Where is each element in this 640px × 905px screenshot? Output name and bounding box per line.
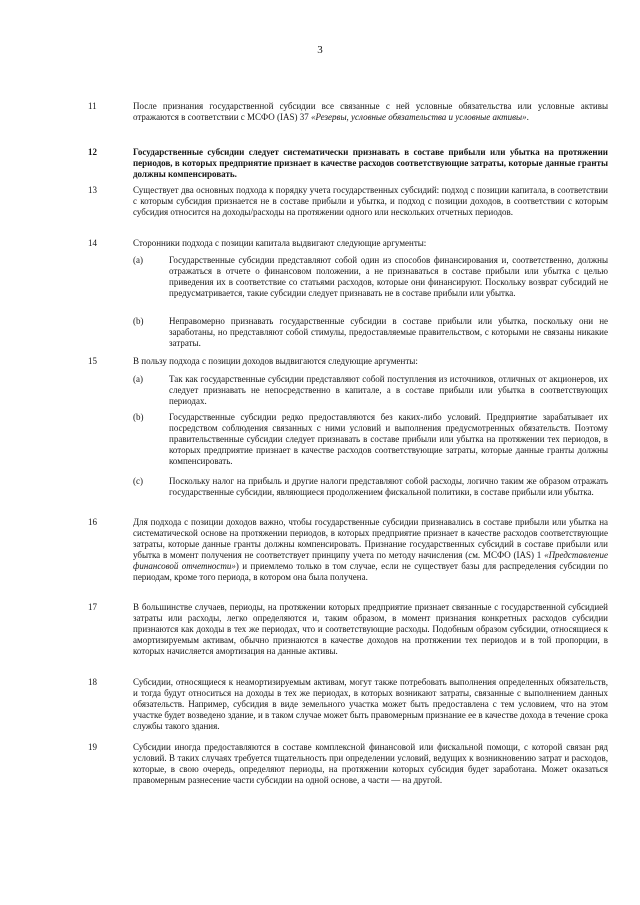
paragraph-number: 19 (88, 742, 97, 752)
paragraph-text: Субсидии, относящиеся к неамортизируемым активам, могут также потребовать выполнения определенных обязательств, и тогда будут относиться на доходы в тех же периодах, в которых возникают затраты, связанные с выполнением данных обязательств. Например, субсидия в виде земельного участка может быть предоставлена с тем условием, что на этом участке будет возведено здание, и в таком случае может быть правомерным признание ее в качестве дохода в течение срока службы такого здания. (133, 677, 608, 732)
paragraph-number: 18 (88, 677, 97, 687)
paragraph-text: В пользу подхода с позиции доходов выдвигаются следующие аргументы: (133, 356, 418, 366)
paragraph-number: 17 (88, 602, 97, 612)
list-item-label: (b) (133, 316, 144, 326)
paragraph-12 (88, 147, 608, 180)
standard-title: «Резервы, условные обязательства и условные активы» (310, 112, 527, 123)
paragraph-11 (88, 101, 608, 123)
list-item-15c (133, 476, 608, 498)
list-item-15a (133, 374, 608, 407)
paragraph-text-part: Для подхода с позиции доходов важно, чтобы государственные субсидии признавались в составе прибыли или убытка на систематической основе на протяжении периодов, в которых предприятие признает в качестве расходов соответствующие затраты, которые данные гранты должны компенсировать. Признание государственных субсидий в составе прибыли или убытка в момент получения не соответствует принципу учета по методу начисления (см. МСФО (IAS) 1 (133, 517, 608, 561)
list-item-text: Так как государственные субсидии представляют собой поступления из источников, отличных от акционеров, их следует признавать не непосредственно в капитале, а в составе прибыли или убытка в соответствующих периодах. (169, 374, 608, 407)
paragraph-number: 11 (88, 101, 97, 111)
paragraph-13 (88, 185, 608, 218)
paragraph-text-part: ) и приемлемо только в том случае, если не существует базы для распределения субсидии по периодам, кроме того периода, в котором она была получена. (133, 561, 608, 583)
paragraph-text: Существует два основных подхода к порядку учета государственных субсидий: подход с позиции капитала, в соответствии с которым субсидия признается не в составе прибыли и убытка, и подход с позиции доходов, в соответствии с которым субсидия относится на доходы/расходы на протяжении одного или нескольких отчетных периодов. (133, 185, 608, 218)
paragraph-16 (88, 517, 608, 584)
paragraph-text-part: . (526, 112, 529, 123)
paragraph-text: Сторонники подхода с позиции капитала выдвигают следующие аргументы: (133, 238, 427, 248)
list-item-label: (b) (133, 412, 144, 422)
paragraph-18 (88, 677, 608, 732)
paragraph-text: Субсидии иногда предоставляются в составе комплексной финансовой или фискальной помощи, с которой связан ряд условий. В таких случаях требуется тщательность при определении условий, ведущих к возникновению затрат и расходов, которые, в свою очередь, определяют периоды, на протяжении которых субсидия будет заработана. Может оказаться правомерным разнесение части субсидии на одной основе, а части — на другой. (133, 742, 608, 786)
list-item-label: (a) (133, 255, 143, 265)
page-number: 3 (317, 44, 323, 56)
list-item-label: (a) (133, 374, 143, 384)
paragraph-text (133, 517, 608, 584)
paragraph-text (133, 101, 608, 123)
paragraph-text: Государственные субсидии следует систематически признавать в составе прибыли или убытка на протяжении периодов, в которых предприятие признает в качестве расходов соответствующие затраты, которые данные гранты должны компенсировать. (133, 147, 608, 180)
list-item-14b (133, 316, 608, 349)
list-item-15b (133, 412, 608, 467)
list-item-14a (133, 255, 608, 299)
list-item-label: (c) (133, 476, 143, 486)
paragraph-number: 14 (88, 238, 97, 248)
paragraph-14 (88, 238, 608, 249)
paragraph-text: В большинстве случаев, периоды, на протяжении которых предприятие признает связанные с государственной субсидией затраты или расходы, легко определяются и, таким образом, в момент признания конкретных расходов субсидии признаются как доходы в тех же периодах, что и соответствующие расходы. Подобным образом субсидии, относящиеся к амортизируемым активам, обычно признаются в качестве доходов на протяжении тех периодов и в той пропорции, в которых начисляется амортизация на данные активы. (133, 602, 608, 657)
list-item-text: Поскольку налог на прибыль и другие налоги представляют собой расходы, логично таким же образом отражать государственные субсидии, являющиеся продолжением фискальной политики, в составе прибыли или убытка. (169, 476, 608, 498)
paragraph-number: 15 (88, 356, 97, 366)
standard-title: «Представление финансовой отчетности» (133, 550, 608, 572)
list-item-text: Государственные субсидии представляют собой один из способов финансирования и, соответственно, должны отражаться в отчете о финансовом положении, а не признаваться в составе прибыли или убытка с целью приведения их в соответствие со статьями расходов, которые они финансируют. Поскольку возврат субсидий не предусматривается, такие субсидии следует признавать не в составе прибыли или убытка. (169, 255, 608, 299)
paragraph-19 (88, 742, 608, 786)
paragraph-17 (88, 602, 608, 657)
paragraph-number: 12 (88, 147, 97, 157)
paragraph-number: 16 (88, 517, 97, 527)
list-item-text: Неправомерно признавать государственные субсидии в составе прибыли или убытка, поскольку они не заработаны, но представляют собой стимулы, предоставляемые правительством, с которыми не связаны никакие затраты. (169, 316, 608, 349)
list-item-text: Государственные субсидии редко предоставляются без каких-либо условий. Предприятие зарабатывает их посредством соблюдения связанных с ними условий и выполнения предусмотренных обязательств. Поэтому правительственные субсидии следует признавать в составе прибыли или убытка на протяжении тех периодов, в которых предприятие признает в качестве расходов соответствующие затраты, которые данные гранты должны компенсировать. (169, 412, 608, 467)
paragraph-text-part: После признания государственной субсидии все связанные с ней условные обязательства или условные активы отражаются в соответствии с МСФО (IAS) 37 (133, 101, 608, 123)
paragraph-number: 13 (88, 185, 97, 195)
paragraph-15 (88, 356, 608, 367)
